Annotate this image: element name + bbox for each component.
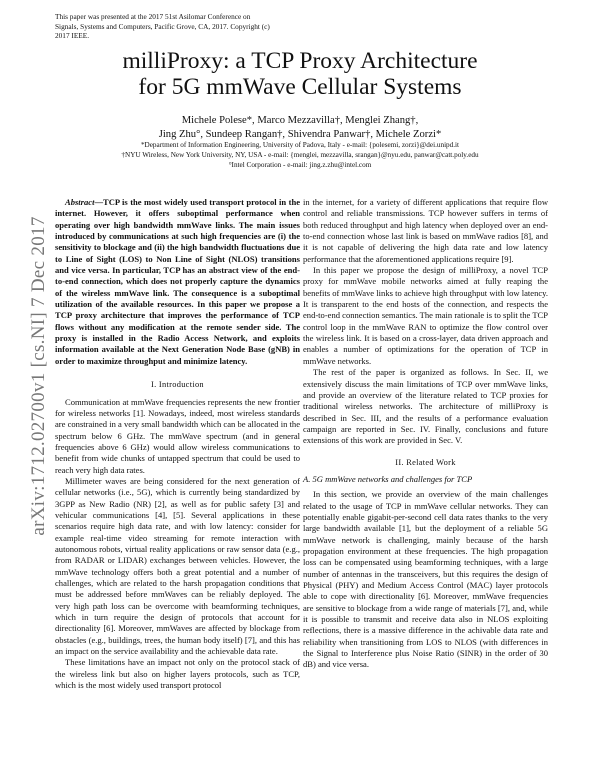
author-list [60, 114, 540, 141]
intro-paragraph-4: In this paper we propose the design of milliProxy, a novel TCP proxy for mmWave mobile networks aimed at fully reaping the benefits of mmWave links to achieve high throughput with low latency. It is transparent to the end hosts of the connection, and respects the end-to-end connection semantics. The main rationale is to split the TCP control loop in the mmWave RAN to optimize the flow control over the wireless link. It is based on a cross-layer, data driven approach and enables a number of optimizations for the operation of TCP in mmWave networks. [303, 265, 548, 366]
affiliation-nyu: †NYU Wireless, New York University, NY, USA - e-mail: {menglei, mezzavilla, srangan}@nyu.edu, panwar@catt.poly.edu [121, 151, 479, 160]
right-column [303, 197, 548, 671]
abstract-text: —TCP is the most widely used transport protocol in the internet. However, it offers suboptimal performance when operating over high bandwidth mmWave links. The main issues introduced by communications at such high frequencies are (i) the sensitivity to blockage and (ii) the high bandwidth fluctuations due to Line of Sight (LOS) to Non Line of Sight (NLOS) transitions and vice versa. In particular, TCP has an abstract view of the end-to-end connection, which does not properly capture the dynamics of the wireless mmWave link. The consequence is a suboptimal utilization of the available resources. In this paper we propose a TCP proxy architecture that improves the performance of TCP flows without any modification at the remote sender side. The proxy is installed in the Radio Access Network, and exploits information available at the Next Generation Node Base (gNB) in order to maximize throughput and minimize latency. [55, 197, 300, 366]
section-heading-related-work: II. Related Work [395, 457, 456, 467]
subsection-heading-a: A. 5G mmWave networks and challenges for TCP [303, 473, 473, 484]
conference-notice: This paper was presented at the 2017 51st Asilomar Conference on Signals, Systems and Computers, Pacific Grove, CA, 2017. Copyright (c) 2017 IEEE. [55, 12, 270, 41]
affiliation-padova: *Department of Information Engineering, University of Padova, Italy - e-mail: {polesemi, zorzi}@dei.unipd.it [140, 141, 460, 149]
authors-line-2: Jing Zhu°, Sundeep Rangan†, Shivendra Panwar†, Michele Zorzi* [158, 128, 442, 140]
intro-continuation: in the internet, for a variety of different applications that require flow control and reliable transmissions. TCP however suffers in terms of both reduced throughput and high latency when deployed over an end-to-end connection whose last link is based on mmWave radios [8], and it is not capable of delivering the high data rate and low latency performance that the aforementioned applications require [9]. [303, 197, 548, 264]
left-column [55, 197, 300, 691]
intro-paragraph-5: The rest of the paper is organized as follows. In Sec. II, we extensively discuss the main limitations of TCP over mmWave links, and provide an overview of the literature related to TCP proxies for traditional wireless networks. The architecture of milliProxy is described in Sec. III, and the results of a performance evaluation campaign are reported in Sec. IV. Finally, conclusions and future extensions of this work are provided in Sec. V. [303, 367, 548, 446]
title-line-1: milliProxy: a TCP Proxy Architecture [122, 48, 478, 74]
affiliations [40, 140, 560, 171]
abstract [55, 197, 300, 367]
affiliation-intel: °Intel Corporation - e-mail: jing.z.zhu@intel.com [228, 161, 372, 170]
abstract-label: Abstract [65, 197, 95, 207]
section-heading-introduction: I. Introduction [151, 380, 204, 390]
authors-line-1: Michele Polese*, Marco Mezzavilla†, Menglei Zhang†, [181, 115, 419, 126]
related-work-paragraph-1: In this section, we provide an overview of the main challenges related to the usage of TCP in mmWave cellular networks. They can potentially enable gigabit-per-second cell data rates thanks to the very large bandwidth available [1], but the deployment of a reliable 5G mmWave network is challenging, mainly because of the harsh propagation environment at these frequencies. The high propagation loss can be compensated using beamforming techniques, with a large number of antennas in the transceivers, but this requires the design of Physical (PHY) and Medium Access Control (MAC) layer protocols able to cope with directionality [6]. Moreover, mmWave frequencies are sensitive to blockage from a wide range of materials [7], and, while it is possible to transmit and receive data also in NLOS exploiting reflections, there is a massive difference in the achivable data rate and reliability when transitioning from LOS to NLOS (with differences in the Signal to Interference plus Noise Ratio (SINR) in the order of 30 dB) and vice versa. [303, 489, 548, 670]
paper-title [60, 48, 540, 100]
intro-paragraph-2: Millimeter waves are being considered for the next generation of cellular networks (i.e., 5G), which is currently being standardized by 3GPP as New Radio (NR) [2], as well as for public safety [3] and vehicular communications [4], [5]. Several applications in these scenarios require high data rate, and with low latency: consider for example real-time video streaming for remote interaction with autonomous robots, virtual reality applications or raw sensor data (e.g., from RADAR or LIDAR) exchanges between vehicles. However, the mmWave technology offers both a great potential and a number of challenges, which are related to the harsh propagation conditions that must be addressed before mmWaves can be reliably deployed. The very high path loss can be overcome with beamforming techniques, which in turn require the design of protocols that account for directionality [6]. Moreover, mmWaves are affected by blockage from obstacles (e.g., buildings, trees, the human body itself) [7], and this has an impact on the service availability and the achievable data rate. [55, 475, 300, 657]
arxiv-identifier: arXiv:1712.02700v1 [cs.NI] 7 Dec 2017 [28, 216, 49, 536]
arxiv-sidebar [28, 196, 50, 556]
intro-paragraph-3: These limitations have an impact not only on the protocol stack of the wireless link but also on higher layers protocols, such as TCP, which is the most widely used transport protocol [55, 657, 300, 691]
intro-paragraph-1: Communication at mmWave frequencies represents the new frontier for wireless networks [1]. Nowadays, indeed, most wireless standards are constrained in a very small bandwidth which can be allocated in the spectrum below 6 GHz. The mmWave spectrum (and in general frequencies above 6 GHz) would allow wireless communications to benefit from wide chunks of untapped spectrum that could be used to reach very high data rates. [55, 396, 300, 475]
title-line-2: for 5G mmWave Cellular Systems [138, 74, 462, 100]
